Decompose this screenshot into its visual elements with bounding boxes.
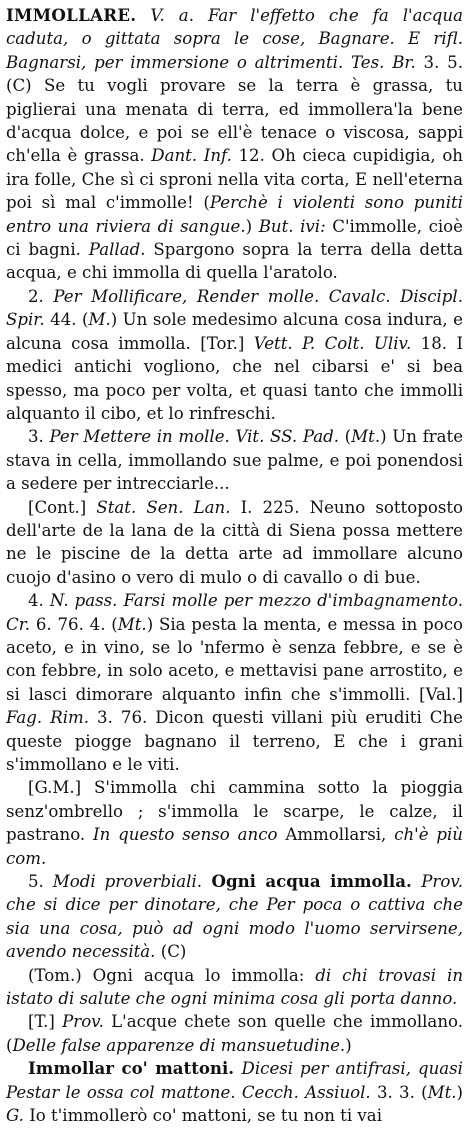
text-segment: L'acque chete son quelle che immollano. (: [6, 1012, 463, 1055]
text-segment: ): [245, 216, 259, 236]
text-segment: ): [456, 1082, 463, 1102]
text-segment: 2.: [28, 286, 54, 306]
text-segment: M.: [88, 310, 111, 330]
text-segment: Perchè i violenti sono puniti entro una riviera di sangue.: [6, 193, 463, 236]
text-segment: 3. 76. Dicon questi villani più eruditi Che queste piogge bagnano il terreno, E che i grani s'immollano e le viti.: [6, 708, 463, 774]
text-segment: Dicesi per antifrasi, quasi Pestar le ossa col mattone. Cecch. Assiuol.: [6, 1059, 463, 1102]
text-segment: ): [345, 1035, 352, 1055]
text-segment: Pallad.: [88, 240, 146, 260]
text-segment: [T.]: [28, 1012, 63, 1032]
entry-paragraph-5: [6, 776, 463, 870]
text-segment: I. 225. Neuno sottoposto dell'arte de la lana de la città di Siena possa mettere ne le piscine de la detta arte ad immollare alcuno cuojo d'asino o vero di mulo o di cavallo o di bue.: [6, 497, 463, 587]
text-segment: But. ivi:: [258, 216, 326, 236]
text-segment: Immollar co' mattoni.: [28, 1058, 242, 1079]
text-segment: Mt.: [351, 427, 381, 447]
text-segment: ) Un sole medesimo alcuna cosa indura, e alcuna cosa immolla. [Tor.]: [6, 310, 463, 353]
text-segment: Io t'immollerò co' mattoni, se tu non ti vai: [23, 1106, 382, 1126]
text-segment: Per Mollificare, Render molle. Cavalc. Discipl. Spir.: [6, 286, 463, 330]
text-segment: (Tom.) Ogni acqua lo immolla:: [28, 965, 316, 985]
text-segment: 5.: [28, 872, 53, 892]
text-segment: Prov. che si dice per dinotare, che Per poca o cattiva che sia una cosa, può ad ogni modo l'uomo servirsene, avendo necessità.: [6, 872, 464, 962]
text-segment: Mt.: [427, 1082, 457, 1102]
text-segment: 3.: [28, 427, 50, 447]
entry-paragraph-0: [6, 4, 463, 285]
entry-paragraph-9: [6, 1057, 463, 1127]
entry-paragraph-7: [6, 964, 463, 1011]
text-segment: [Cont.]: [28, 497, 97, 517]
text-segment: (C): [155, 942, 187, 962]
text-segment: Stat. Sen. Lan.: [96, 497, 231, 517]
entry-paragraph-4: [6, 589, 463, 776]
entry-paragraph-1: [6, 285, 463, 425]
text-segment: 4.: [28, 591, 50, 611]
text-segment: Fag. Rim.: [6, 708, 90, 728]
text-segment: 3. 5. (C) Se tu vogli provare se la terra è grassa, tu piglierai una menata di terra, ed immollera'la bene d'acqua dolce, e poi se ell'è tenace o viscosa, sappi ch'ella è grassa.: [6, 52, 464, 166]
text-segment: Modi proverbiali.: [52, 872, 203, 892]
text-segment: (: [339, 427, 352, 447]
text-segment: Per Mettere in molle. Vit. SS. Pad.: [49, 427, 340, 447]
text-segment: di chi trovasi in istato di salute che ogni minima cosa gli porta danno.: [6, 965, 464, 1009]
text-segment: Mt.: [117, 614, 147, 634]
text-segment: Dant. Inf.: [151, 146, 232, 166]
text-segment: Vett. P. Colt. Uliv.: [253, 333, 412, 353]
text-segment: 6. 76. 4. (: [30, 614, 118, 634]
text-segment: ) Sia pesta la menta, e messa in poco aceto, e in vino, se lo 'nfermo è senza febbre, e se è con febbre, in solo aceto, e mettavisi pane arrostito, e si lasci dimorare alquanto infin che s'immolli. [Val.]: [6, 614, 463, 704]
text-segment: Spargono sopra la terra della detta acqua, e chi immolla di quella l'aratolo.: [6, 240, 463, 283]
text-segment: In questo senso anco: [93, 825, 278, 845]
text-segment: [G.M.] S'immolla chi cammina sotto la pioggia senz'ombrello ; s'immolla le scarpe, le calze, il pastrano.: [6, 778, 463, 845]
text-segment: 44. (: [44, 310, 89, 330]
text-segment: ) Un frate stava in cella, immollando sue palme, e poi ponendosi a sedere per intrecciarle...: [6, 427, 464, 494]
dictionary-entry: [6, 4, 463, 1128]
text-segment: G.: [6, 1106, 24, 1126]
text-segment: Prov.: [62, 1012, 104, 1032]
text-segment: V. a. Far l'effetto che fa l'acqua caduta, o gittata sopra le cose, Bagnare. E rifl. Bagnarsi, per immersione o altrimenti. Tes. Br.: [6, 6, 463, 72]
text-segment: Ammollarsi,: [277, 825, 395, 845]
text-segment: 18. I medici antichi vogliono, che nel cibarsi e' si bea spesso, ma poco per volta, et quasi tanto che immolli alquanto il cibo, et lo rinfreschi.: [6, 333, 463, 423]
entry-paragraph-8: [6, 1010, 463, 1057]
entry-paragraph-6: [6, 870, 463, 964]
text-segment: Delle false apparenze di mansuetudine.: [12, 1035, 346, 1055]
text-segment: ch'è più com.: [6, 825, 463, 868]
entry-headword: IMMOLLARE.: [6, 5, 137, 25]
text-segment: Ogni acqua immolla.: [202, 871, 422, 892]
text-segment: 12. Oh cieca cupidigia, oh ira folle, Che sì ci sproni nella vita corta, E nell'eterna poi sì mal c'immolle! (: [6, 146, 463, 213]
entry-paragraph-3: [6, 496, 463, 590]
entry-paragraph-2: [6, 425, 463, 495]
text-segment: N. pass. Farsi molle per mezzo d'imbagnamento. Cr.: [6, 591, 463, 634]
text-segment: 3. 3. (: [370, 1082, 428, 1102]
text-segment: C'immolle, cioè ci bagni.: [6, 216, 463, 260]
